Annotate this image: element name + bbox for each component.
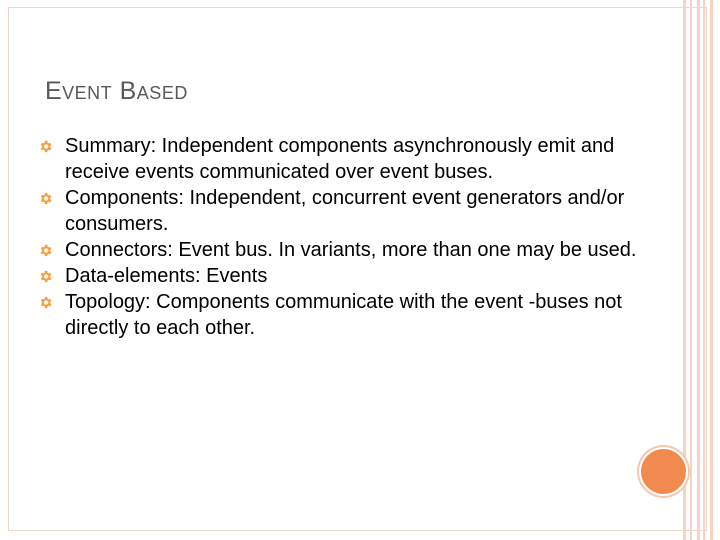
bullet-text: Connectors: Event bus. In variants, more than one may be used. <box>65 239 637 261</box>
bullet-item <box>38 237 638 263</box>
decorative-stripe <box>697 0 700 540</box>
bullet-item <box>38 289 638 341</box>
accent-circle <box>641 449 686 494</box>
gear-icon <box>38 269 53 284</box>
bullet-item <box>38 133 638 185</box>
decorative-stripe <box>710 0 713 540</box>
bullet-text: Components: Independent, concurrent event generators and/or consumers. <box>65 187 625 235</box>
decorative-stripe <box>690 0 692 540</box>
gear-icon <box>38 295 53 310</box>
bullet-text: Topology: Components communicate with the event -buses not directly to each other. <box>65 291 622 339</box>
bullet-item <box>38 185 638 237</box>
bullet-text: Data-elements: Events <box>65 265 268 287</box>
gear-icon <box>38 243 53 258</box>
slide-title: Event Based <box>45 77 188 105</box>
bullet-text: Summary: Independent components asynchronously emit and receive events communicated over event buses. <box>65 135 615 183</box>
gear-icon <box>38 139 53 154</box>
gear-icon <box>38 191 53 206</box>
decorative-stripe <box>703 0 705 540</box>
bullet-item <box>38 263 638 289</box>
bullet-list <box>38 133 638 341</box>
decorative-stripe <box>683 0 686 540</box>
